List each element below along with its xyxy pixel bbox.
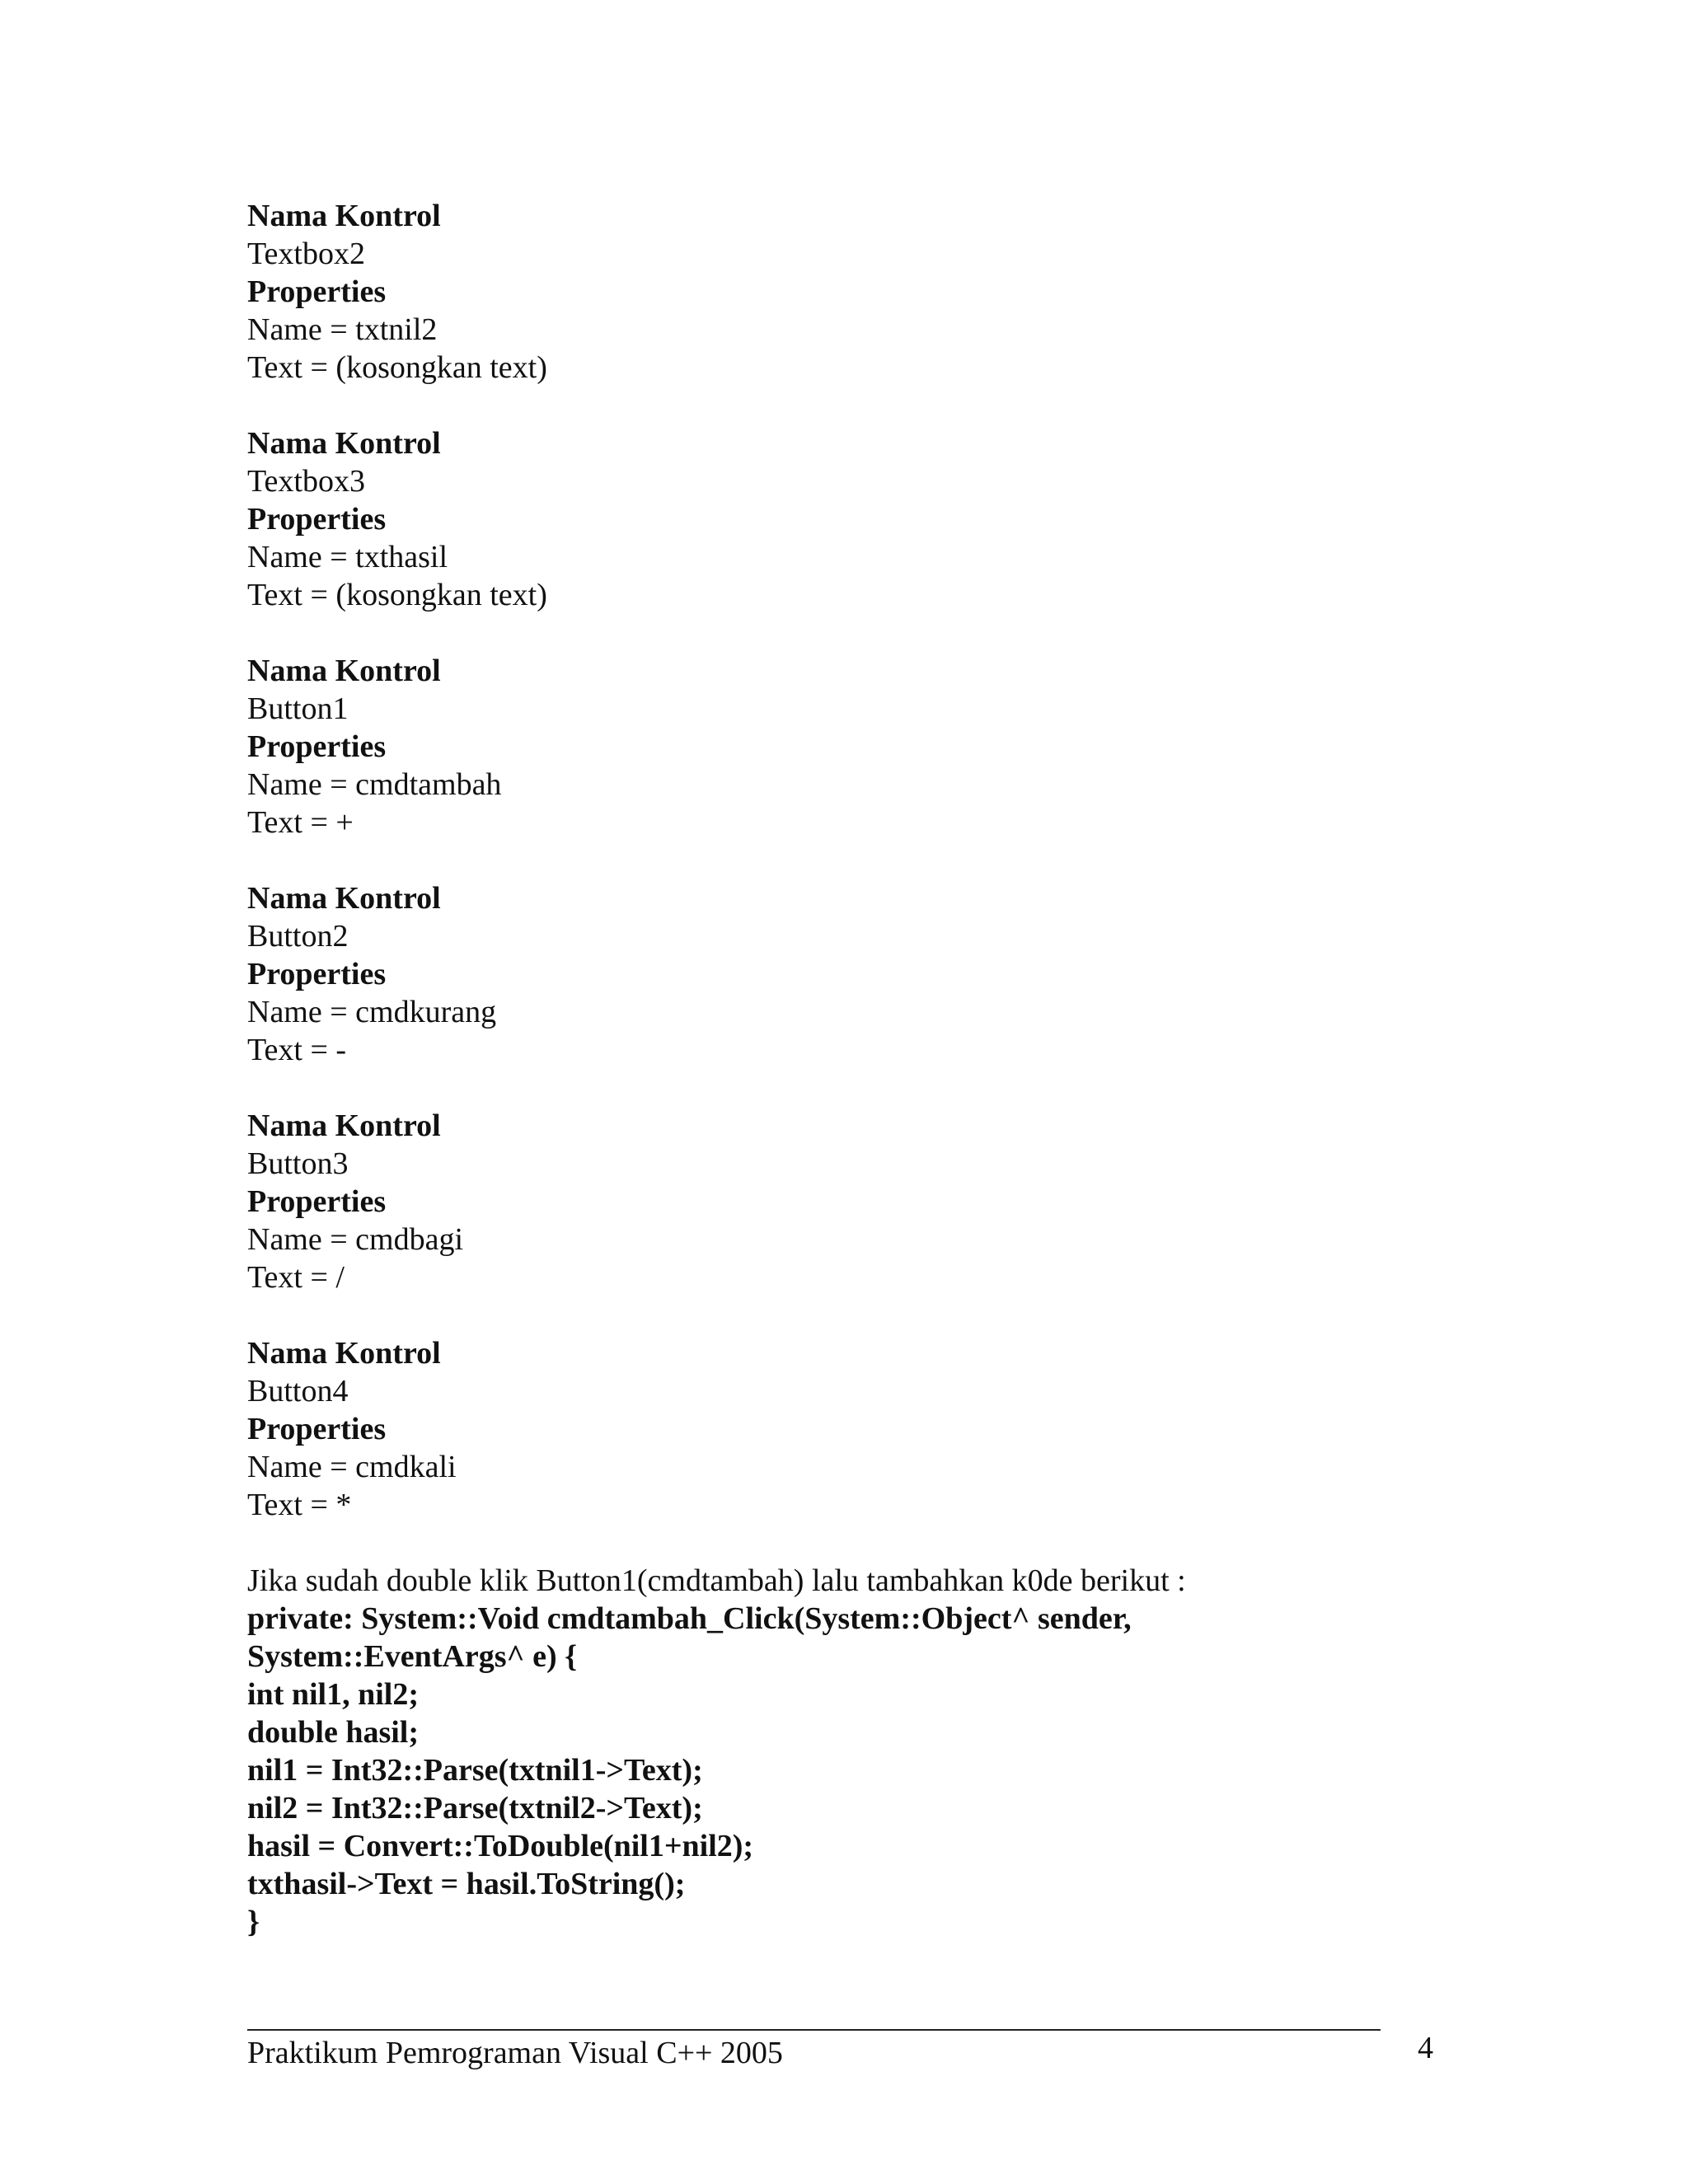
code-line: nil2 = Int32::Parse(txtnil2->Text);: [247, 1791, 703, 1825]
spacer: [247, 1296, 1484, 1334]
spacer: [247, 614, 1484, 652]
properties-heading: Properties: [247, 957, 387, 991]
property-name: Name = txtnil2: [247, 312, 438, 347]
property-name: Name = txthasil: [247, 540, 448, 574]
page-number: 4: [1418, 2031, 1433, 2065]
control-name: Textbox3: [247, 464, 365, 499]
control-heading: Nama Kontrol: [247, 881, 441, 916]
instruction-text: Jika sudah double klik Button1(cmdtambah) lalu tambahkan k0de berikut :: [247, 1563, 1186, 1598]
properties-heading: Properties: [247, 274, 387, 309]
spacer: [247, 841, 1484, 879]
control-heading: Nama Kontrol: [247, 1108, 441, 1143]
control-name: Button4: [247, 1374, 349, 1408]
control-name: Button1: [247, 691, 349, 726]
control-name: Button3: [247, 1146, 349, 1181]
footer-divider: [247, 2029, 1381, 2031]
properties-heading: Properties: [247, 1412, 387, 1446]
properties-heading: Properties: [247, 1184, 387, 1219]
spacer: [247, 1069, 1484, 1107]
properties-heading: Properties: [247, 502, 387, 537]
control-block: [247, 1107, 1484, 1296]
control-heading: Nama Kontrol: [247, 199, 441, 233]
code-line: System::EventArgs^ e) {: [247, 1639, 578, 1674]
code-line: int nil1, nil2;: [247, 1677, 419, 1712]
code-line: nil1 = Int32::Parse(txtnil1->Text);: [247, 1753, 703, 1788]
footer-title: Praktikum Pemrograman Visual C++ 2005: [247, 2036, 783, 2070]
code-line: hasil = Convert::ToDouble(nil1+nil2);: [247, 1829, 754, 1863]
property-text: Text = (kosongkan text): [247, 350, 547, 385]
control-name: Button2: [247, 919, 349, 954]
code-line: double hasil;: [247, 1715, 420, 1750]
control-name: Textbox2: [247, 237, 365, 271]
property-text: Text = (kosongkan text): [247, 578, 547, 612]
control-block: [247, 652, 1484, 841]
property-name: Name = cmdtambah: [247, 767, 502, 802]
code-block: [247, 1600, 1484, 1941]
control-block: [247, 197, 1484, 387]
control-block: [247, 1334, 1484, 1524]
control-block: [247, 424, 1484, 614]
control-block: [247, 879, 1484, 1069]
property-name: Name = cmdkali: [247, 1450, 457, 1484]
spacer: [247, 1524, 1484, 1562]
code-line: txthasil->Text = hasil.ToString();: [247, 1867, 686, 1901]
property-text: Text = -: [247, 1033, 347, 1067]
property-text: Text = +: [247, 805, 354, 840]
property-name: Name = cmdbagi: [247, 1222, 464, 1257]
page-content: [247, 197, 1484, 1941]
code-line: private: System::Void cmdtambah_Click(System::Object^ sender,: [247, 1601, 1132, 1636]
control-heading: Nama Kontrol: [247, 426, 441, 461]
control-heading: Nama Kontrol: [247, 1336, 441, 1371]
properties-heading: Properties: [247, 729, 387, 764]
control-heading: Nama Kontrol: [247, 654, 441, 688]
property-name: Name = cmdkurang: [247, 995, 497, 1029]
property-text: Text = *: [247, 1488, 352, 1522]
property-text: Text = /: [247, 1260, 345, 1295]
spacer: [247, 387, 1484, 424]
code-line: }: [247, 1905, 260, 1939]
